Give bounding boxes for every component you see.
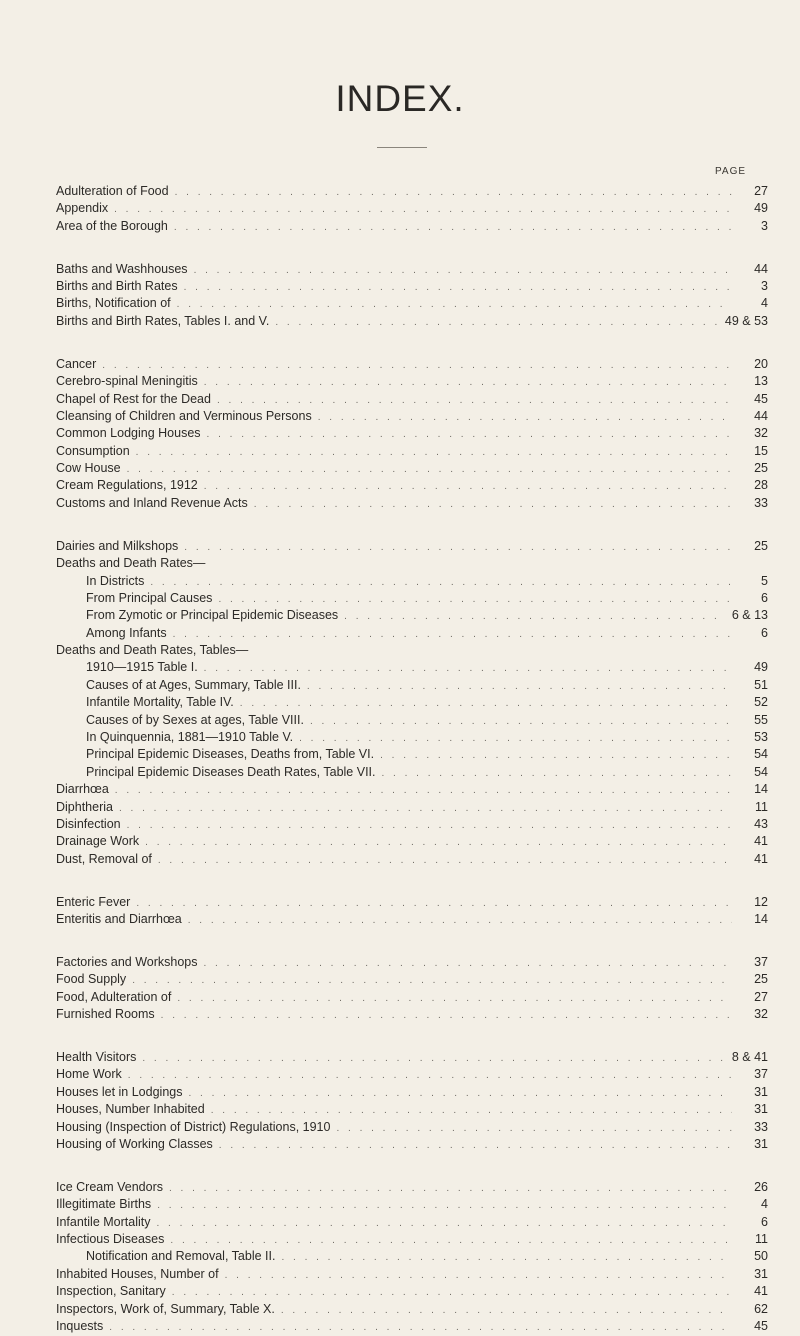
entry-label: Housing of Working Classes bbox=[56, 1136, 213, 1151]
entry-label: Cerebro-spinal Meningitis bbox=[56, 374, 198, 389]
entry-page-number: 54 bbox=[754, 764, 768, 779]
entry-page-number: 37 bbox=[754, 1067, 768, 1082]
entry-label: Common Lodging Houses bbox=[56, 426, 201, 441]
index-entry bbox=[56, 373, 768, 390]
group-spacer bbox=[56, 1153, 768, 1179]
entry-page-number: 4 bbox=[761, 1197, 768, 1212]
index-entry bbox=[56, 408, 768, 425]
entry-page-number: 25 bbox=[754, 972, 768, 987]
index-entry bbox=[56, 425, 768, 442]
dot-leader bbox=[102, 357, 732, 374]
entry-label: Furnished Rooms bbox=[56, 1007, 155, 1022]
entry-label: In Districts bbox=[86, 573, 145, 588]
entry-label: Houses let in Lodgings bbox=[56, 1084, 183, 1099]
entry-page-number: 15 bbox=[754, 443, 768, 458]
dot-leader bbox=[218, 591, 732, 608]
dot-leader bbox=[161, 1007, 732, 1024]
entry-label: Cancer bbox=[56, 356, 97, 371]
entry-label: Inquests bbox=[56, 1318, 104, 1333]
entry-label: Infantile Mortality bbox=[56, 1214, 151, 1229]
entry-label: Food Supply bbox=[56, 972, 127, 987]
entry-label: From Zymotic or Principal Epidemic Diseases bbox=[86, 608, 339, 623]
entry-page-number: 31 bbox=[754, 1136, 768, 1151]
entry-label: Cream Regulations, 1912 bbox=[56, 478, 198, 493]
entry-label: Births and Birth Rates bbox=[56, 279, 178, 294]
entry-page-number: 26 bbox=[754, 1179, 768, 1194]
index-entry bbox=[56, 1301, 768, 1318]
dot-leader bbox=[204, 660, 732, 677]
entry-page-number: 6 bbox=[761, 625, 768, 640]
index-entry bbox=[56, 1214, 768, 1231]
entry-label: Notification and Removal, Table II. bbox=[86, 1249, 276, 1264]
index-entry bbox=[56, 460, 768, 477]
dot-leader bbox=[145, 834, 732, 851]
entry-label: Births and Birth Rates, Tables I. and V. bbox=[56, 313, 270, 328]
entry-page-number: 6 bbox=[761, 1214, 768, 1229]
page-title: INDEX. bbox=[335, 78, 465, 119]
dot-leader bbox=[127, 461, 732, 478]
entry-label: In Quinquennia, 1881—1910 Table V. bbox=[86, 730, 294, 745]
dot-leader bbox=[119, 800, 732, 817]
index-entry bbox=[56, 894, 768, 911]
group-spacer bbox=[56, 1024, 768, 1050]
dot-leader bbox=[307, 678, 732, 695]
entry-page-number: 32 bbox=[754, 426, 768, 441]
entry-page-number: 11 bbox=[755, 799, 768, 814]
entry-label: Appendix bbox=[56, 201, 109, 216]
dot-leader bbox=[217, 392, 732, 409]
dot-leader bbox=[254, 496, 732, 513]
dot-leader bbox=[177, 296, 732, 313]
dot-leader bbox=[174, 219, 732, 236]
index-entry bbox=[56, 1196, 768, 1213]
entry-label: From Principal Causes bbox=[86, 590, 213, 605]
entry-page-number: 52 bbox=[754, 695, 768, 710]
entry-page-number: 11 bbox=[755, 1232, 768, 1247]
index-entry bbox=[56, 971, 768, 988]
entry-label: Consumption bbox=[56, 443, 130, 458]
index-entry bbox=[56, 1066, 768, 1083]
dot-leader bbox=[114, 201, 732, 218]
dot-leader bbox=[136, 444, 732, 461]
entry-label: Deaths and Death Rates— bbox=[56, 556, 206, 571]
index-entry bbox=[56, 954, 768, 971]
dot-leader bbox=[299, 730, 732, 747]
entry-label: Chapel of Rest for the Dead bbox=[56, 391, 211, 406]
entry-label: Baths and Washhouses bbox=[56, 261, 188, 276]
entry-page-number: 14 bbox=[754, 782, 768, 797]
dot-leader bbox=[132, 972, 732, 989]
dot-leader bbox=[219, 1137, 732, 1154]
index-entry bbox=[56, 1266, 768, 1283]
dot-leader bbox=[177, 990, 732, 1007]
dot-leader bbox=[204, 955, 733, 972]
index-entry bbox=[56, 1119, 768, 1136]
entry-page-number: 3 bbox=[761, 279, 768, 294]
entry-page-number: 33 bbox=[754, 495, 768, 510]
dot-leader bbox=[184, 279, 732, 296]
dot-leader bbox=[157, 1197, 732, 1214]
dot-leader bbox=[211, 1102, 732, 1119]
index-entry bbox=[56, 851, 768, 868]
index-entry bbox=[56, 799, 768, 816]
entry-label: Infantile Mortality, Table IV. bbox=[86, 695, 234, 710]
entry-label: Housing (Inspection of District) Regulations, 1910 bbox=[56, 1119, 331, 1134]
group-spacer bbox=[56, 235, 768, 261]
dot-leader bbox=[127, 817, 732, 834]
dot-leader bbox=[170, 1232, 732, 1249]
index-entry bbox=[56, 781, 768, 798]
group-spacer bbox=[56, 330, 768, 356]
entry-page-number: 31 bbox=[754, 1102, 768, 1117]
entry-label: Deaths and Death Rates, Tables— bbox=[56, 643, 249, 658]
dot-leader bbox=[275, 314, 719, 331]
entry-label: Cow House bbox=[56, 461, 121, 476]
dot-leader bbox=[150, 574, 732, 591]
group-spacer bbox=[56, 928, 768, 954]
entry-label: Health Visitors bbox=[56, 1050, 137, 1065]
entry-page-number: 44 bbox=[754, 261, 768, 276]
entry-page-number: 49 bbox=[754, 201, 768, 216]
entry-page-number: 6 bbox=[761, 590, 768, 605]
entry-page-number: 13 bbox=[754, 374, 768, 389]
dot-leader bbox=[172, 1284, 732, 1301]
entry-page-number: 50 bbox=[754, 1249, 768, 1264]
entry-page-number: 41 bbox=[754, 834, 768, 849]
entry-page-number: 25 bbox=[754, 538, 768, 553]
entry-page-number: 33 bbox=[754, 1119, 768, 1134]
dot-leader bbox=[225, 1267, 732, 1284]
index-entry bbox=[56, 218, 768, 235]
index-subentry bbox=[56, 590, 768, 607]
index-subentry bbox=[56, 659, 768, 676]
entry-page-number: 41 bbox=[754, 851, 768, 866]
dot-leader bbox=[318, 409, 732, 426]
entry-page-number: 41 bbox=[754, 1284, 768, 1299]
entry-page-number: 51 bbox=[754, 677, 768, 692]
entry-label: Factories and Workshops bbox=[56, 954, 198, 969]
dot-leader bbox=[310, 713, 732, 730]
entry-page-number: 55 bbox=[754, 712, 768, 727]
index-entry bbox=[56, 989, 768, 1006]
entry-page-number: 14 bbox=[754, 912, 768, 927]
index-entry bbox=[56, 278, 768, 295]
dot-leader bbox=[169, 1180, 732, 1197]
entry-page-number: 32 bbox=[754, 1007, 768, 1022]
entry-label: Principal Epidemic Diseases Death Rates, Table VII. bbox=[86, 764, 376, 779]
index-subentry bbox=[56, 712, 768, 729]
entry-label: Houses, Number Inhabited bbox=[56, 1102, 205, 1117]
dot-leader bbox=[158, 852, 732, 869]
dot-leader bbox=[281, 1302, 732, 1319]
entry-label: Enteric Fever bbox=[56, 894, 131, 909]
entry-label: Inspectors, Work of, Summary, Table X. bbox=[56, 1301, 275, 1316]
entry-label: Customs and Inland Revenue Acts bbox=[56, 495, 248, 510]
index-entry bbox=[56, 1231, 768, 1248]
index-entry bbox=[56, 1049, 768, 1066]
entry-page-number: 53 bbox=[754, 730, 768, 745]
index-entry bbox=[56, 495, 768, 512]
index-entry bbox=[56, 1084, 768, 1101]
entry-label: Adulteration of Food bbox=[56, 184, 169, 198]
entry-page-number: 8 & 41 bbox=[731, 1050, 768, 1065]
entry-page-number: 31 bbox=[754, 1084, 768, 1099]
entry-label: 1910—1915 Table I. bbox=[86, 660, 198, 675]
dot-leader bbox=[281, 1249, 732, 1266]
entry-label: Food, Adulteration of bbox=[56, 989, 172, 1004]
index-entry bbox=[56, 391, 768, 408]
index-entry bbox=[56, 642, 768, 659]
index-entry bbox=[56, 538, 768, 555]
group-spacer bbox=[56, 868, 768, 894]
entry-label: Births, Notification of bbox=[56, 296, 171, 311]
entry-page-number: 20 bbox=[754, 356, 768, 371]
entry-label: Enteritis and Diarrhœa bbox=[56, 912, 182, 927]
index-entry bbox=[56, 1101, 768, 1118]
dot-leader bbox=[136, 895, 732, 912]
dot-leader bbox=[188, 1085, 732, 1102]
index-entry bbox=[56, 1006, 768, 1023]
index-entry bbox=[56, 911, 768, 928]
index-subentry bbox=[56, 746, 768, 763]
entry-label: Among Infants bbox=[86, 625, 167, 640]
entry-page-number: 4 bbox=[761, 296, 768, 311]
entry-label: Infectious Diseases bbox=[56, 1232, 165, 1247]
entry-page-number: 6 & 13 bbox=[731, 608, 768, 623]
entry-page-number: 62 bbox=[754, 1301, 768, 1316]
index-subentry bbox=[56, 694, 768, 711]
index-entry bbox=[56, 200, 768, 217]
entry-page-number: 43 bbox=[754, 817, 768, 831]
entry-page-number: 27 bbox=[754, 184, 768, 198]
index-entry bbox=[56, 1179, 768, 1196]
dot-leader bbox=[194, 262, 732, 279]
dot-leader bbox=[382, 765, 733, 782]
dot-leader bbox=[240, 695, 732, 712]
group-spacer bbox=[56, 512, 768, 538]
entry-label: Dairies and Milkshops bbox=[56, 538, 179, 553]
index-entry bbox=[56, 1318, 768, 1335]
index-subentry bbox=[56, 1248, 768, 1265]
index-subentry bbox=[56, 677, 768, 694]
entry-label: Ice Cream Vendors bbox=[56, 1179, 163, 1194]
index-entries bbox=[56, 183, 768, 1335]
entry-label: Causes of by Sexes at ages, Table VIII. bbox=[86, 712, 304, 727]
title-divider bbox=[377, 147, 427, 148]
entry-label: Causes of at Ages, Summary, Table III. bbox=[86, 677, 301, 692]
entry-label: Illegitimate Births bbox=[56, 1197, 152, 1212]
index-entry bbox=[56, 833, 768, 850]
index-entry bbox=[56, 1283, 768, 1300]
index-entry bbox=[56, 1136, 768, 1153]
entry-page-number: 31 bbox=[754, 1266, 768, 1281]
dot-leader bbox=[207, 426, 732, 443]
dot-leader bbox=[204, 478, 732, 495]
entry-page-number: 28 bbox=[754, 478, 768, 493]
index-entry bbox=[56, 183, 768, 200]
entry-label: Principal Epidemic Diseases, Deaths from, Table VI. bbox=[86, 747, 375, 762]
dot-leader bbox=[184, 539, 732, 556]
index-entry bbox=[56, 295, 768, 312]
dot-leader bbox=[173, 626, 732, 643]
entry-page-number: 27 bbox=[754, 989, 768, 1004]
entry-label: Home Work bbox=[56, 1067, 122, 1082]
index-subentry bbox=[56, 764, 768, 781]
index-entry bbox=[56, 356, 768, 373]
entry-page-number: 12 bbox=[754, 894, 768, 909]
entry-page-number: 5 bbox=[761, 573, 768, 588]
index-entry bbox=[56, 261, 768, 278]
entry-label: Diphtheria bbox=[56, 799, 113, 814]
entry-page-number: 37 bbox=[754, 954, 768, 969]
entry-page-number: 49 & 53 bbox=[724, 313, 768, 328]
entry-label: Inhabited Houses, Number of bbox=[56, 1266, 219, 1281]
index-entry bbox=[56, 443, 768, 460]
index-subentry bbox=[56, 625, 768, 642]
dot-leader bbox=[188, 912, 732, 929]
entry-label: Diarrhœa bbox=[56, 782, 109, 797]
dot-leader bbox=[204, 374, 732, 391]
index-entry bbox=[56, 555, 768, 572]
entry-label: Drainage Work bbox=[56, 834, 140, 849]
entry-page-number: 45 bbox=[754, 391, 768, 406]
dot-leader bbox=[109, 1319, 732, 1336]
dot-leader bbox=[156, 1215, 732, 1232]
dot-leader bbox=[344, 608, 726, 625]
index-entry bbox=[56, 477, 768, 494]
dot-leader bbox=[128, 1067, 732, 1084]
page-column-header: PAGE bbox=[715, 166, 747, 177]
entry-page-number: 25 bbox=[754, 461, 768, 476]
entry-label: Inspection, Sanitary bbox=[56, 1284, 166, 1299]
dot-leader bbox=[115, 782, 732, 799]
entry-label: Area of the Borough bbox=[56, 218, 168, 233]
dot-leader bbox=[380, 747, 732, 764]
entry-label: Disinfection bbox=[56, 817, 121, 831]
dot-leader bbox=[142, 1050, 726, 1067]
entry-page-number: 54 bbox=[754, 747, 768, 762]
index-entry bbox=[56, 313, 768, 330]
entry-page-number: 44 bbox=[754, 408, 768, 423]
index-entry bbox=[56, 816, 768, 833]
index-subentry bbox=[56, 729, 768, 746]
entry-label: Cleansing of Children and Verminous Persons bbox=[56, 408, 312, 423]
entry-page-number: 45 bbox=[754, 1318, 768, 1333]
index-subentry bbox=[56, 573, 768, 590]
entry-label: Dust, Removal of bbox=[56, 851, 152, 866]
dot-leader bbox=[336, 1120, 732, 1137]
index-subentry bbox=[56, 607, 768, 624]
entry-page-number: 3 bbox=[761, 218, 768, 233]
dot-leader bbox=[175, 184, 732, 201]
entry-page-number: 49 bbox=[754, 660, 768, 675]
